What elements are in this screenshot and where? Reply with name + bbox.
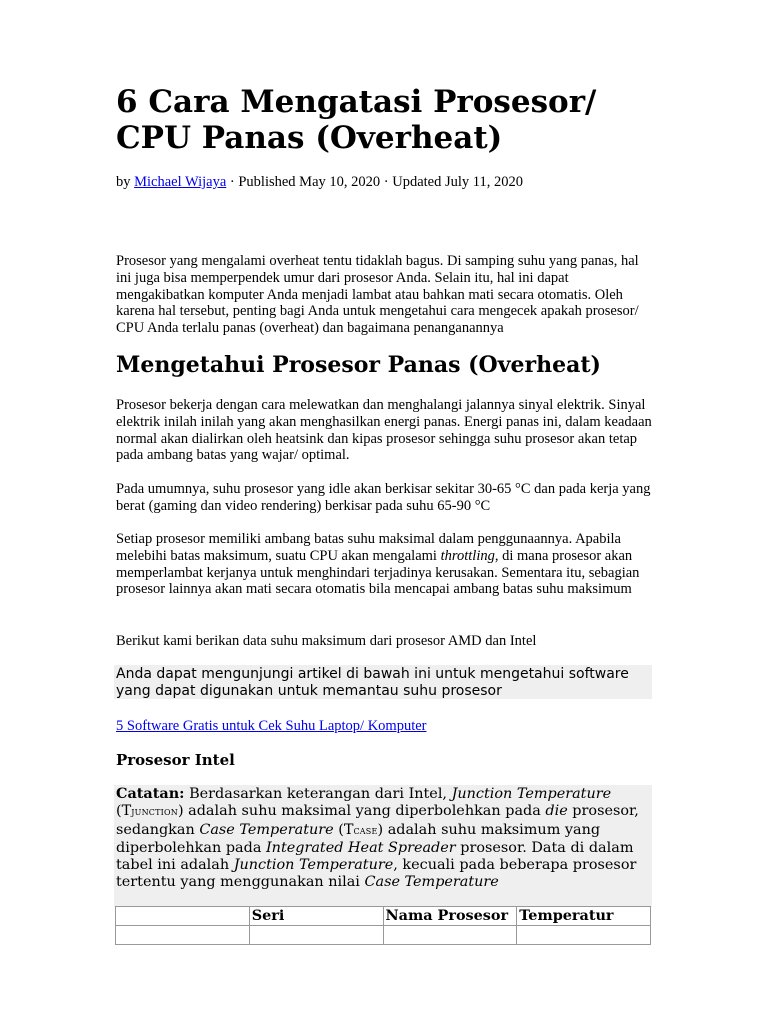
related-link — [116, 717, 427, 735]
note-term: Case Temperature — [364, 873, 499, 890]
intro-paragraph: Prosesor yang mengalami overheat tentu tidaklah bagus. Di samping suhu yang panas, hal ini juga bisa memperpendek umur dari prosesor Anda. Selain itu, hal ini dapat mengakibatkan komputer Anda menjadi lambat atau bahkan mati secara otomatis. Oleh karena hal tersebut, penting bagi Anda untuk mengetahui cara mengecek apakah prosesor/ CPU Anda terlalu panas (overheat) dan bagaimana penanganannya — [116, 253, 639, 337]
table-cell — [383, 926, 517, 945]
section-heading: Mengetahui Prosesor Panas (Overheat) — [116, 352, 601, 378]
note-text: (T — [333, 821, 354, 838]
note-term: Junction Temperature — [233, 857, 394, 874]
throttling-term: throttling — [440, 547, 495, 564]
callout-box: Anda dapat mengunjungi artikel di bawah ini untuk mengetahui software yang dapat digunakan untuk memantau suhu prosesor — [114, 665, 652, 699]
table-row — [116, 926, 651, 945]
meta-dates: · Published May 10, 2020 · Updated July 11, 2020 — [226, 174, 523, 190]
paragraph-signal: Prosesor bekerja dengan cara melewatkan dan menghalangi jalannya sinyal elektrik. Sinyal elektrik inilah inilah yang akan menghasilkan energi panas. Energi panas ini, dalam keadaan normal akan dialirkan oleh heatsink dan kipas prosesor sehingga suhu prosesor akan tetap pada ambang batas yang wajar/ optimal. — [116, 397, 652, 464]
intel-note — [114, 785, 652, 907]
note-text: , kecuali pada beberapa prosesor tertentu yang menggunakan nilai — [116, 857, 637, 890]
table-header-blank — [116, 907, 250, 926]
note-term: die — [545, 802, 568, 819]
table-header-series: Seri — [249, 907, 383, 926]
note-text: Berdasarkan keterangan dari Intel, — [184, 786, 452, 802]
note-text: prosesor, sedangkan — [116, 802, 639, 838]
software-article-link[interactable]: 5 Software Gratis untuk Cek Suhu Laptop/ Komputer — [116, 718, 427, 734]
article-title: 6 Cara Mengatasi Prosesor/ CPU Panas (Overheat) — [116, 84, 597, 156]
table-header-processor-name: Nama Prosesor — [383, 907, 517, 926]
table-header-temperature: Temperatur — [517, 907, 651, 926]
intel-temperature-table — [115, 906, 651, 945]
table-cell — [116, 926, 250, 945]
article-meta — [116, 173, 523, 191]
author-link[interactable]: Michael Wijaya — [134, 174, 227, 190]
note-label: Catatan: — [116, 785, 185, 802]
note-text: ) adalah suhu maksimal yang diperbolehkan pada — [177, 802, 546, 819]
note-term: Junction Temperature — [451, 786, 612, 802]
intel-heading: Prosesor Intel — [116, 751, 235, 769]
throttling-text-after: , di mana prosesor akan memperlambat kerjanya untuk menghindari terjadinya kerusakan. Sementara itu, sebagian prosesor lainnya akan mati secara otomatis bila mencapai ambang batas suhu maksimum — [116, 547, 640, 598]
note-text: ) adalah suhu maksimum yang diperbolehkan pada — [116, 821, 601, 857]
paragraph-temperature-range: Pada umumnya, suhu prosesor yang idle akan berkisar sekitar 30-65 °C dan pada kerja yang berat (gaming dan video rendering) berkisar pada suhu 65-90 °C — [116, 481, 651, 514]
note-subscript: JUNCTION — [131, 807, 178, 817]
table-cell — [517, 926, 651, 945]
paragraph-throttling — [116, 531, 656, 598]
note-term: Case Temperature — [199, 821, 334, 838]
table-header-row — [116, 907, 651, 926]
note-subscript: CASE — [353, 826, 378, 836]
note-text: prosesor. Data di dalam tabel ini adalah — [116, 840, 634, 874]
note-term: Integrated Heat Spreader — [266, 840, 456, 857]
note-text: (T — [116, 802, 132, 819]
meta-by: by — [116, 174, 135, 190]
table-cell — [249, 926, 383, 945]
throttling-text-before: Setiap prosesor memiliki ambang batas suhu maksimal dalam penggunaannya. Apabila melebihi batas maksimum, suatu CPU akan mengalami — [116, 531, 621, 564]
paragraph-data-intro: Berikut kami berikan data suhu maksimum dari prosesor AMD dan Intel — [116, 633, 537, 649]
